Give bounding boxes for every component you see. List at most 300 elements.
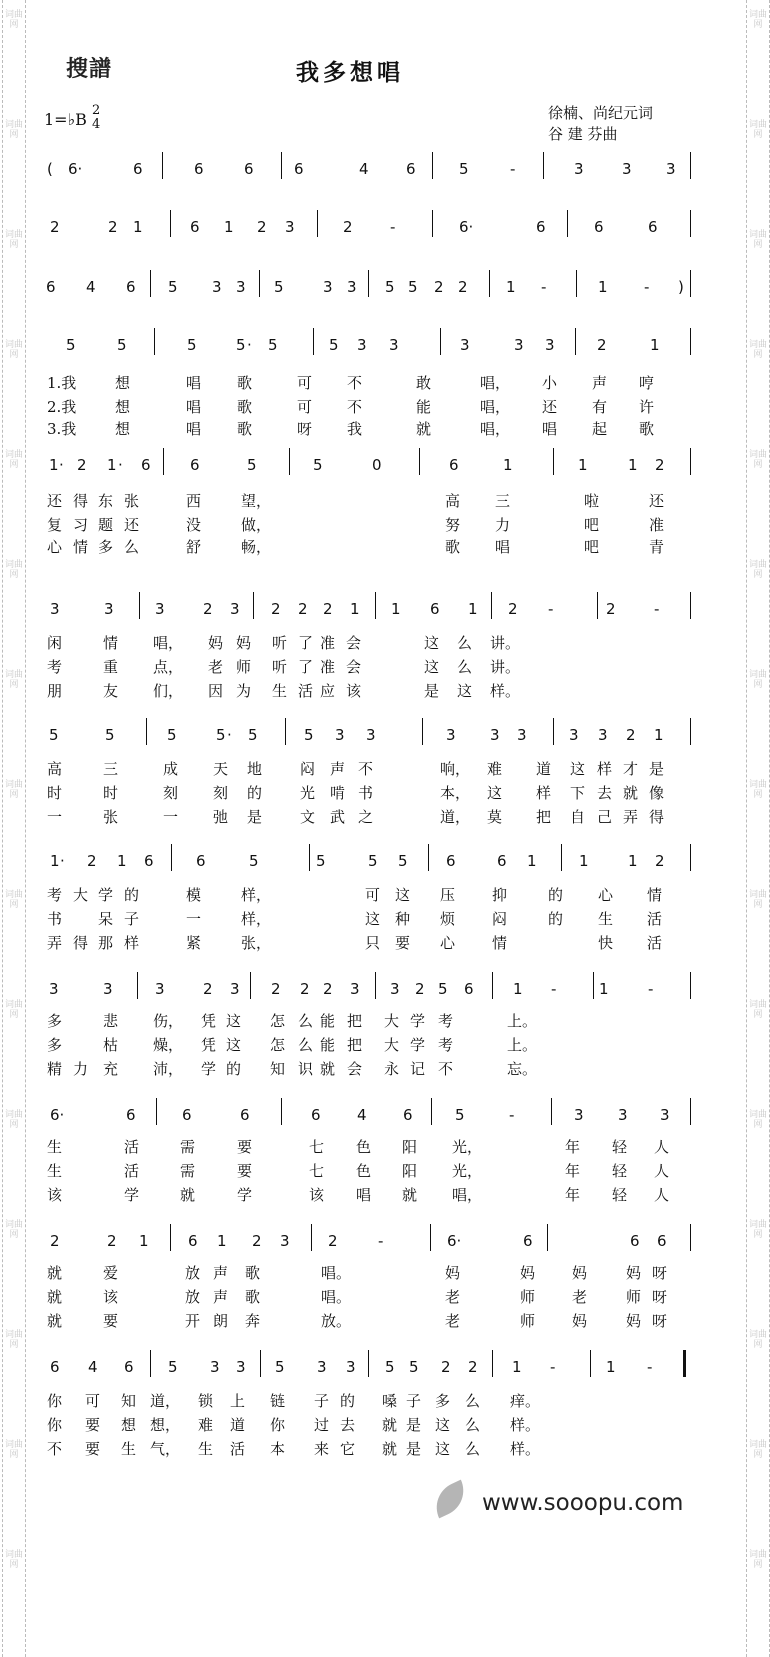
- lyric-syllable: 是: [247, 808, 263, 826]
- watermark-mark: 词曲网: [748, 560, 767, 580]
- note: 1: [654, 726, 664, 744]
- lyric-syllable: 情: [73, 538, 89, 556]
- lyric-syllable: 该: [103, 1288, 119, 1306]
- lyric-syllable: 为: [236, 682, 252, 700]
- lyric-syllable: 唱: [186, 398, 202, 416]
- barline: [547, 1224, 548, 1251]
- note: 1: [49, 456, 59, 474]
- barline: [690, 972, 691, 999]
- watermark-mark: 词曲网: [748, 450, 767, 470]
- lyric-syllable: 了: [298, 658, 314, 676]
- lyric-syllable: 文: [300, 808, 316, 826]
- notation-row: [0, 160, 770, 200]
- lyric-syllable: 道，: [440, 808, 471, 826]
- watermark-mark: 词曲网: [748, 10, 767, 30]
- note: 5: [216, 726, 226, 744]
- barline: [170, 210, 171, 237]
- lyric-syllable: 记: [410, 1060, 426, 1078]
- lyric-syllable: 唱，: [480, 420, 511, 438]
- barline: [690, 844, 691, 871]
- note: ·: [59, 456, 64, 474]
- note: 3: [389, 336, 399, 354]
- lyric-syllable: 会: [346, 634, 362, 652]
- note: 3: [236, 1358, 246, 1376]
- lyric-syllable: 学: [410, 1012, 426, 1030]
- watermark-mark: 词曲网: [4, 1220, 23, 1240]
- lyric-syllable: 样。: [490, 682, 521, 700]
- barline: [253, 592, 254, 619]
- lyric-syllable: 样: [597, 760, 613, 778]
- lyric-syllable: 没: [186, 516, 202, 534]
- lyric-line: [0, 418, 770, 438]
- note: 2: [107, 1232, 117, 1250]
- barline: [313, 328, 314, 355]
- lyric-syllable: 唱，: [153, 634, 184, 652]
- barline: [259, 270, 260, 297]
- lyric-syllable: 道: [536, 760, 552, 778]
- note: 1: [506, 278, 516, 296]
- lyric-syllable: 抑: [492, 886, 508, 904]
- meter-top: 2: [92, 103, 101, 118]
- song-title: 我多想唱: [296, 59, 404, 86]
- lyric-syllable: 识: [298, 1060, 314, 1078]
- lyric-syllable: 气，: [150, 1440, 181, 1458]
- lyric-syllable: 歌: [245, 1288, 261, 1306]
- meter-bottom: 4: [92, 117, 101, 132]
- barline: [289, 448, 290, 475]
- lyric-syllable: 爱: [103, 1264, 119, 1282]
- lyric-syllable: 要: [85, 1416, 101, 1434]
- note: 6: [182, 1106, 192, 1124]
- lyric-syllable: 得: [73, 934, 89, 952]
- lyric-syllable: 闲: [47, 634, 63, 652]
- lyric-syllable: 不: [438, 1060, 454, 1078]
- lyric-syllable: 放: [185, 1288, 201, 1306]
- lyric-syllable: 要: [85, 1440, 101, 1458]
- barline: [492, 1350, 493, 1377]
- lyric-syllable: 是: [406, 1416, 422, 1434]
- note: 1: [139, 1232, 149, 1250]
- lyric-syllable: 师: [236, 658, 252, 676]
- lyric-line: [0, 1034, 770, 1054]
- lyric-syllable: 唱，: [480, 374, 511, 392]
- barline: [690, 718, 691, 745]
- lyric-syllable: 3.我: [47, 420, 77, 438]
- lyric-syllable: 活: [124, 1138, 140, 1156]
- lyric-syllable: 师: [626, 1288, 642, 1306]
- lyric-syllable: 子: [314, 1392, 330, 1410]
- note: 2: [415, 980, 425, 998]
- barline: [309, 844, 310, 871]
- lyric-syllable: 习: [73, 516, 89, 534]
- note: 6: [126, 1106, 136, 1124]
- note: 6: [449, 456, 459, 474]
- lyric-syllable: 呆: [98, 910, 114, 928]
- note: 6: [497, 852, 507, 870]
- lyric-syllable: 凭: [201, 1012, 217, 1030]
- note: 3: [366, 726, 376, 744]
- lyric-syllable: 做，: [241, 516, 272, 534]
- lyric-syllable: 想: [115, 374, 131, 392]
- lyric-syllable: 精: [47, 1060, 63, 1078]
- lyric-line: [0, 932, 770, 952]
- lyric-syllable: 生: [198, 1440, 214, 1458]
- lyric-syllable: 心: [598, 886, 614, 904]
- note: 2: [434, 278, 444, 296]
- lyric-line: [0, 372, 770, 392]
- site-url: www.sooopu.com: [482, 1490, 684, 1516]
- lyric-syllable: 这: [457, 682, 473, 700]
- lyric-syllable: 张: [103, 808, 119, 826]
- note: 6: [244, 160, 254, 178]
- lyric-syllable: 书: [47, 910, 63, 928]
- barline: [430, 1224, 431, 1251]
- lyric-syllable: 吧: [584, 516, 600, 534]
- lyric-line: [0, 758, 770, 778]
- note: 5: [117, 336, 127, 354]
- lyric-syllable: 唱，: [480, 398, 511, 416]
- lyric-syllable: 奔: [245, 1312, 261, 1330]
- lyric-syllable: 情: [647, 886, 663, 904]
- note: 3: [230, 600, 240, 618]
- barline: [368, 1350, 369, 1377]
- lyric-syllable: 妈: [445, 1264, 461, 1282]
- watermark-mark: 词曲网: [4, 1550, 23, 1570]
- lyric-syllable: 想: [115, 398, 131, 416]
- lyric-syllable: 燥，: [153, 1036, 184, 1054]
- note: 1: [527, 852, 537, 870]
- watermark-mark: 词曲网: [748, 670, 767, 690]
- note: 2: [50, 218, 60, 236]
- barline: [551, 1098, 552, 1125]
- time-signature: [92, 104, 100, 132]
- note: 6: [594, 218, 604, 236]
- lyric-syllable: 心: [47, 538, 63, 556]
- note: 1: [512, 1358, 522, 1376]
- lyric-syllable: 大: [384, 1036, 400, 1054]
- note: 5: [236, 336, 246, 354]
- lyric-syllable: 上。: [507, 1012, 538, 1030]
- watermark-mark: 词曲网: [748, 1440, 767, 1460]
- note: 3: [460, 336, 470, 354]
- lyric-syllable: 是: [649, 760, 665, 778]
- lyric-syllable: 压: [440, 886, 456, 904]
- lyric-syllable: 可: [297, 398, 313, 416]
- lyric-syllable: 光，: [452, 1162, 483, 1180]
- lyric-line: [0, 490, 770, 510]
- note: 5: [368, 852, 378, 870]
- lyric-syllable: 的: [548, 886, 564, 904]
- barline: [576, 270, 577, 297]
- note: 6: [657, 1232, 667, 1250]
- lyric-syllable: 时: [47, 784, 63, 802]
- barline: [431, 1098, 432, 1125]
- note: 4: [86, 278, 96, 296]
- watermark-mark: 词曲网: [748, 120, 767, 140]
- note: 5: [313, 456, 323, 474]
- lyric-syllable: 就: [382, 1440, 398, 1458]
- lyric-syllable: 本，: [440, 784, 471, 802]
- lyric-syllable: 老: [445, 1312, 461, 1330]
- note: 5: [398, 852, 408, 870]
- lyric-line: [0, 1184, 770, 1204]
- note: 5: [49, 726, 59, 744]
- note: 1: [468, 600, 478, 618]
- note: 5: [249, 852, 259, 870]
- lyric-syllable: 己: [597, 808, 613, 826]
- note: 5: [274, 278, 284, 296]
- note: 2: [108, 218, 118, 236]
- note: -: [510, 160, 516, 178]
- note: 3: [598, 726, 608, 744]
- lyric-syllable: 望，: [241, 492, 272, 510]
- note: 5: [304, 726, 314, 744]
- lyric-syllable: 声: [592, 374, 608, 392]
- note: 2: [468, 1358, 478, 1376]
- lyric-line: [0, 1262, 770, 1282]
- lyric-syllable: 的: [124, 886, 140, 904]
- note: -: [390, 218, 396, 236]
- note: 5: [275, 1358, 285, 1376]
- note: 3: [514, 336, 524, 354]
- lyric-syllable: 高: [445, 492, 461, 510]
- lyric-syllable: 想: [121, 1416, 137, 1434]
- lyric-syllable: 复: [47, 516, 63, 534]
- watermark-mark: 词曲网: [4, 1440, 23, 1460]
- lyric-syllable: 师: [520, 1312, 536, 1330]
- watermark-mark: 词曲网: [4, 340, 23, 360]
- barline: [419, 448, 420, 475]
- barline: [311, 1224, 312, 1251]
- lyric-syllable: 紧: [186, 934, 202, 952]
- lyric-syllable: 能: [320, 1036, 336, 1054]
- lyric-syllable: 这: [395, 886, 411, 904]
- lyric-syllable: 天: [213, 760, 229, 778]
- lyric-syllable: 样。: [510, 1416, 541, 1434]
- note: 3: [574, 1106, 584, 1124]
- lyric-syllable: 点，: [153, 658, 184, 676]
- note: 3: [569, 726, 579, 744]
- lyric-syllable: 的: [226, 1060, 242, 1078]
- lyric-syllable: 这: [424, 658, 440, 676]
- note: 6: [126, 278, 136, 296]
- lyric-syllable: 嗓: [382, 1392, 398, 1410]
- lyric-syllable: 学: [98, 886, 114, 904]
- note: 2: [50, 1232, 60, 1250]
- lyric-line: [0, 680, 770, 700]
- lyric-syllable: 么: [298, 1012, 314, 1030]
- lyric-syllable: 把: [536, 808, 552, 826]
- note: 3: [490, 726, 500, 744]
- note: 1: [503, 456, 513, 474]
- note: 6·: [68, 160, 83, 178]
- watermark-mark: 词曲网: [748, 1110, 767, 1130]
- lyric-syllable: 可: [85, 1392, 101, 1410]
- lyric-syllable: 光: [300, 784, 316, 802]
- lyric-syllable: 生: [121, 1440, 137, 1458]
- lyric-line: [0, 1414, 770, 1434]
- lyric-syllable: 想，: [150, 1416, 181, 1434]
- lyric-syllable: 可: [297, 374, 313, 392]
- lyric-syllable: 放。: [321, 1312, 352, 1330]
- lyric-syllable: 歌: [237, 420, 253, 438]
- note: 3: [285, 218, 295, 236]
- note: 5: [268, 336, 278, 354]
- note: 2: [298, 600, 308, 618]
- lyric-syllable: 子: [124, 910, 140, 928]
- lyric-syllable: 舒: [186, 538, 202, 556]
- note: 1: [628, 456, 638, 474]
- lyric-syllable: 样: [536, 784, 552, 802]
- barline: [260, 1350, 261, 1377]
- note: -: [654, 600, 660, 618]
- lyric-syllable: 才: [623, 760, 639, 778]
- lyric-line: [0, 1160, 770, 1180]
- lyric-syllable: 这: [226, 1012, 242, 1030]
- lyric-syllable: 把: [347, 1012, 363, 1030]
- lyric-syllable: 多: [47, 1036, 63, 1054]
- lyric-syllable: 活: [647, 934, 663, 952]
- barline: [281, 1098, 282, 1125]
- lyric-syllable: 把: [347, 1036, 363, 1054]
- lyric-syllable: 就: [47, 1312, 63, 1330]
- barline: [154, 328, 155, 355]
- lyric-syllable: 需: [180, 1138, 196, 1156]
- lyric-syllable: 伤，: [153, 1012, 184, 1030]
- lyric-syllable: 活: [124, 1162, 140, 1180]
- note: 3: [347, 278, 357, 296]
- lyric-syllable: 悲: [103, 1012, 119, 1030]
- barline: [432, 210, 433, 237]
- note: 3: [236, 278, 246, 296]
- watermark-mark: 词曲网: [748, 340, 767, 360]
- note: 2: [271, 980, 281, 998]
- barline: [593, 972, 594, 999]
- lyric-syllable: 响，: [440, 760, 471, 778]
- lyric-syllable: 弄: [623, 808, 639, 826]
- lyric-syllable: 老: [208, 658, 224, 676]
- lyric-syllable: 不: [47, 1440, 63, 1458]
- lyric-syllable: 人: [654, 1186, 670, 1204]
- lyric-syllable: 还: [124, 516, 140, 534]
- lyric-syllable: 知: [270, 1060, 286, 1078]
- lyric-syllable: 大: [73, 886, 89, 904]
- lyric-line: [0, 656, 770, 676]
- lyric-syllable: 上: [230, 1392, 246, 1410]
- lyric-syllable: 就: [416, 420, 432, 438]
- lyric-syllable: 子: [406, 1392, 422, 1410]
- lyric-syllable: 呀: [652, 1288, 668, 1306]
- lyric-syllable: 应: [320, 682, 336, 700]
- lyric-syllable: 能: [320, 1012, 336, 1030]
- lyric-syllable: 唱: [186, 374, 202, 392]
- note: 3: [574, 160, 584, 178]
- lyric-syllable: 只: [365, 934, 381, 952]
- note: 5: [409, 1358, 419, 1376]
- lyric-syllable: 放: [185, 1264, 201, 1282]
- lyric-syllable: 该: [309, 1186, 325, 1204]
- lyric-syllable: 力: [73, 1060, 89, 1078]
- site-logo: [66, 52, 112, 83]
- lyric-syllable: 这: [226, 1036, 242, 1054]
- lyric-syllable: 么: [457, 634, 473, 652]
- note: 3: [660, 1106, 670, 1124]
- note: 5: [316, 852, 326, 870]
- barline: [432, 152, 433, 179]
- lyric-syllable: 这: [435, 1440, 451, 1458]
- lyric-syllable: 去: [340, 1416, 356, 1434]
- key-signature: 1=♭B: [44, 110, 87, 129]
- notation-row: [0, 336, 770, 376]
- barline: [146, 718, 147, 745]
- note: 6: [430, 600, 440, 618]
- note: 6: [144, 852, 154, 870]
- watermark-mark: 词曲网: [748, 1220, 767, 1240]
- lyric-syllable: 一: [163, 808, 179, 826]
- note: 1: [50, 852, 60, 870]
- barline: [683, 1350, 686, 1377]
- barline: [375, 972, 376, 999]
- lyric-syllable: 努: [445, 516, 461, 534]
- logo-text: 搜譜: [66, 57, 113, 82]
- barline: [690, 152, 691, 179]
- lyric-syllable: 轻: [612, 1162, 628, 1180]
- lyric-syllable: 准: [320, 658, 336, 676]
- lyric-syllable: 光，: [452, 1138, 483, 1156]
- lyric-syllable: 妈: [208, 634, 224, 652]
- note: 1: [117, 852, 127, 870]
- note: 6: [196, 852, 206, 870]
- lyric-syllable: 的: [548, 910, 564, 928]
- lyric-syllable: 知: [121, 1392, 137, 1410]
- lyric-syllable: 种: [395, 910, 411, 928]
- lyric-syllable: 烦: [440, 910, 456, 928]
- barline: [163, 448, 164, 475]
- note: 3: [666, 160, 676, 178]
- lyric-line: [0, 1286, 770, 1306]
- lyric-syllable: 畅，: [241, 538, 272, 556]
- lyric-syllable: 妈: [572, 1312, 588, 1330]
- note: 1: [224, 218, 234, 236]
- lyric-syllable: 讲。: [490, 658, 521, 676]
- lyric-syllable: 听: [272, 634, 288, 652]
- watermark-mark: 词曲网: [4, 890, 23, 910]
- lyric-syllable: 学: [237, 1186, 253, 1204]
- lyric-syllable: 难: [487, 760, 503, 778]
- lyric-syllable: 小: [542, 374, 558, 392]
- note: 3: [517, 726, 527, 744]
- note: -: [647, 1358, 653, 1376]
- note: -: [644, 278, 650, 296]
- lyric-syllable: 唱，: [452, 1186, 483, 1204]
- watermark-mark: 词曲网: [4, 1110, 23, 1130]
- lyric-syllable: 题: [98, 516, 114, 534]
- barline: [543, 152, 544, 179]
- note: 6: [190, 218, 200, 236]
- note: 6: [141, 456, 151, 474]
- note: 6: [630, 1232, 640, 1250]
- barline: [137, 972, 138, 999]
- barline: [491, 592, 492, 619]
- lyric-syllable: 是: [406, 1440, 422, 1458]
- lyric-syllable: 是: [424, 682, 440, 700]
- lyric-syllable: 快: [598, 934, 614, 952]
- lyric-syllable: 该: [47, 1186, 63, 1204]
- lyric-syllable: 妈: [236, 634, 252, 652]
- lyric-syllable: 活: [298, 682, 314, 700]
- lyric-syllable: 啦: [584, 492, 600, 510]
- lyric-syllable: 下: [570, 784, 586, 802]
